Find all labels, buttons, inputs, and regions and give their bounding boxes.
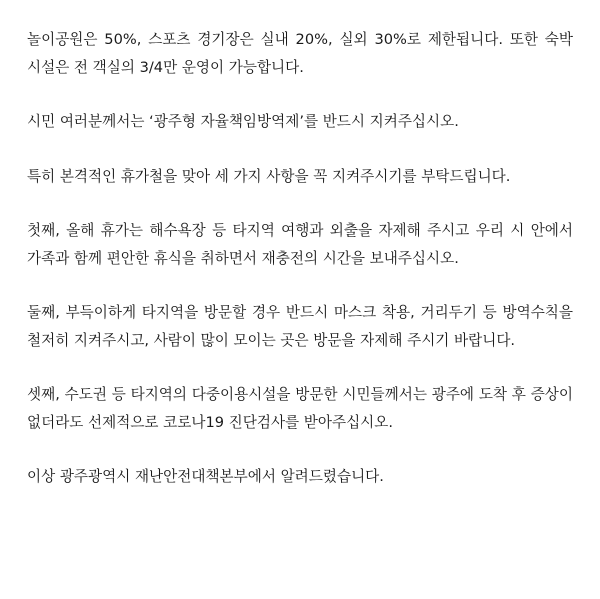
paragraph-capacity-limits: 놀이공원은 50%, 스포츠 경기장은 실내 20%, 실외 30%로 제한됩니다. 또한 숙박 시설은 전 객실의 3/4만 운영이 가능합니다. — [27, 31, 573, 76]
paragraph-second-item: 둘째, 부득이하게 타지역을 방문할 경우 반드시 마스크 착용, 거리두기 등 방역수칙을 철저히 지켜주시고, 사람이 많이 모이는 곳은 방문을 자제해 주시기 바랍니다. — [27, 304, 573, 349]
document-body — [27, 26, 573, 491]
paragraph-first-item: 첫째, 올해 휴가는 해수욕장 등 타지역 여행과 외출을 자제해 주시고 우리 시 안에서 가족과 함께 편안한 휴식을 취하면서 재충전의 시간을 보내주십시오. — [27, 222, 573, 267]
paragraph-closing: 이상 광주광역시 재난안전대책본부에서 알려드렸습니다. — [27, 468, 384, 485]
paragraph-vacation-request: 특히 본격적인 휴가철을 맞아 세 가지 사항을 꼭 지켜주시기를 부탁드립니다. — [27, 167, 511, 185]
paragraph-self-responsibility: 시민 여러분께서는 ‘광주형 자율책임방역제’를 반드시 지켜주십시오. — [27, 113, 459, 130]
paragraph-third-item: 셋째, 수도권 등 타지역의 다중이용시설을 방문한 시민들께서는 광주에 도착 후 증상이 없더라도 선제적으로 코로나19 진단검사를 받아주십시오. — [27, 386, 573, 431]
